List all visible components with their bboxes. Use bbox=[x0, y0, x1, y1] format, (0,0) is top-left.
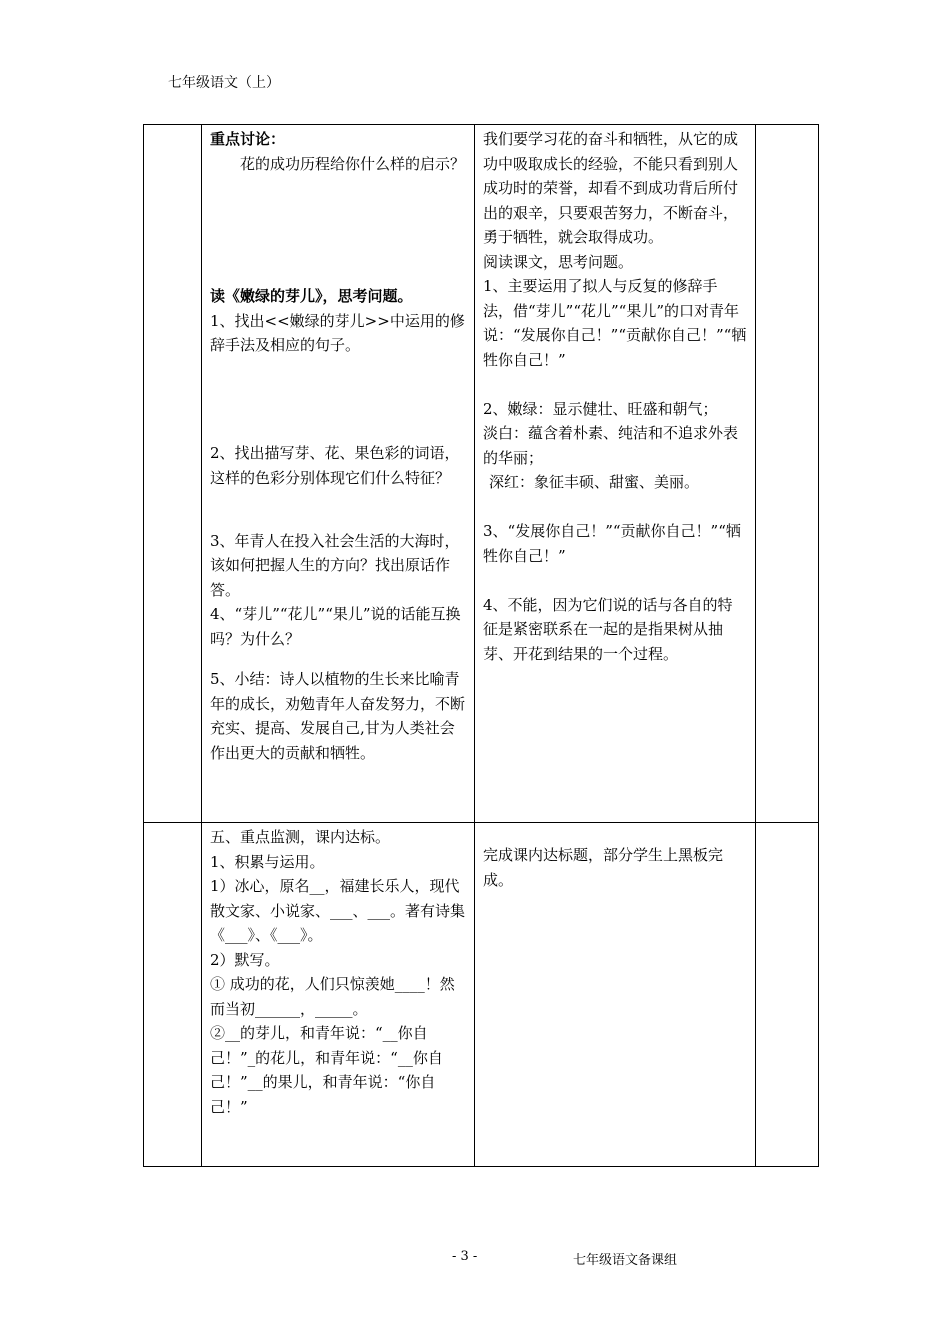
answer-1: 1、主要运用了拟人与反复的修辞手法，借“芽儿”“花儿”“果儿”的口对青年说：“发展你自己！”“贡献你自己！”“牺牲你自己！” bbox=[483, 277, 747, 369]
notes-column-cell bbox=[756, 823, 819, 1167]
dictation-heading: 2）默写。 bbox=[210, 950, 280, 969]
student-activity-cell bbox=[475, 125, 756, 823]
discussion-question: 花的成功历程给你什么样的启示？ bbox=[240, 154, 466, 173]
accumulation-heading: 1、积累与运用。 bbox=[210, 852, 325, 871]
notes-column-cell bbox=[756, 125, 819, 823]
monitoring-response-cell bbox=[475, 823, 756, 1167]
answer-2-line-1: 2、嫩绿：显示健壮、旺盛和朝气； bbox=[483, 399, 718, 418]
footer-group: 七年级语文备课组 bbox=[573, 1253, 678, 1268]
blank-column-cell bbox=[144, 125, 202, 823]
question-2: 2、找出描写芽、花、果色彩的词语，这样的色彩分别体现它们什么特征？ bbox=[210, 444, 460, 487]
discussion-title: 重点讨论： bbox=[210, 130, 286, 148]
summary: 5、小结：诗人以植物的生长来比喻青年的成长，劝勉青年人奋发努力，不断充实、提高、发展自己,甘为人类社会作出更大的贡献和牺牲。 bbox=[210, 670, 466, 762]
table-row bbox=[144, 125, 819, 823]
table-row bbox=[144, 823, 819, 1167]
page-header: 七年级语文（上） bbox=[168, 75, 280, 91]
question-3: 3、年青人在投入社会生活的大海时，该如何把握人生的方向？找出原话作答。 bbox=[210, 531, 460, 599]
monitoring-cell bbox=[202, 823, 475, 1167]
answer-4: 4、不能，因为它们说的话与各自的特征是紧密联系在一起的是指果树从抽芽、开花到结果的一个过程。 bbox=[483, 595, 733, 663]
monitoring-response: 完成课内达标题，部分学生上黑板完成。 bbox=[483, 846, 724, 889]
fill-blank-bingxin: 1）冰心，原名__，福建长乐人，现代散文家、小说家、___、___。著有诗集《___》、《___》。 bbox=[210, 877, 466, 944]
answer-2-line-3: 深红：象征丰硕、甜蜜、美丽。 bbox=[489, 473, 700, 491]
question-4: 4、“芽儿”“花儿”“果儿”说的话能互换吗？为什么？ bbox=[210, 605, 461, 648]
reading-title: 读《嫩绿的芽儿》，思考问题。 bbox=[210, 287, 413, 305]
dictation-item-1: ① 成功的花，人们只惊羡她____！然而当初______，_____。 bbox=[210, 975, 455, 1018]
blank-column-cell bbox=[144, 823, 202, 1167]
monitoring-title: 五、重点监测，课内达标。 bbox=[210, 828, 391, 846]
discussion-answer: 我们要学习花的奋斗和牺牲，从它的成功中吸取成长的经验，不能只看到别人成功时的荣誉，却看不到成功背后所付出的艰辛，只要艰苦努力，不断奋斗，勇于牺牲，就会取得成功。 bbox=[483, 130, 739, 246]
answer-3: 3、“发展你自己！”“贡献你自己！”“牺牲你自己！” bbox=[483, 522, 741, 565]
teacher-activity-cell bbox=[202, 125, 475, 823]
dictation-item-2: ②__的芽儿，和青年说：“__你自己！”_的花儿，和青年说：“__你自己！”__的果儿，和青年说：“你自己！” bbox=[210, 1024, 443, 1116]
lesson-plan-table bbox=[143, 124, 819, 1167]
question-1: 1、找出<<嫩绿的芽儿>>中运用的修辞手法及相应的句子。 bbox=[210, 311, 465, 354]
page-number: - 3 - bbox=[452, 1249, 478, 1264]
reading-intro: 阅读课文，思考问题。 bbox=[483, 252, 634, 271]
answer-2-line-2: 淡白：蕴含着朴素、纯洁和不追求外表的华丽； bbox=[483, 424, 739, 467]
